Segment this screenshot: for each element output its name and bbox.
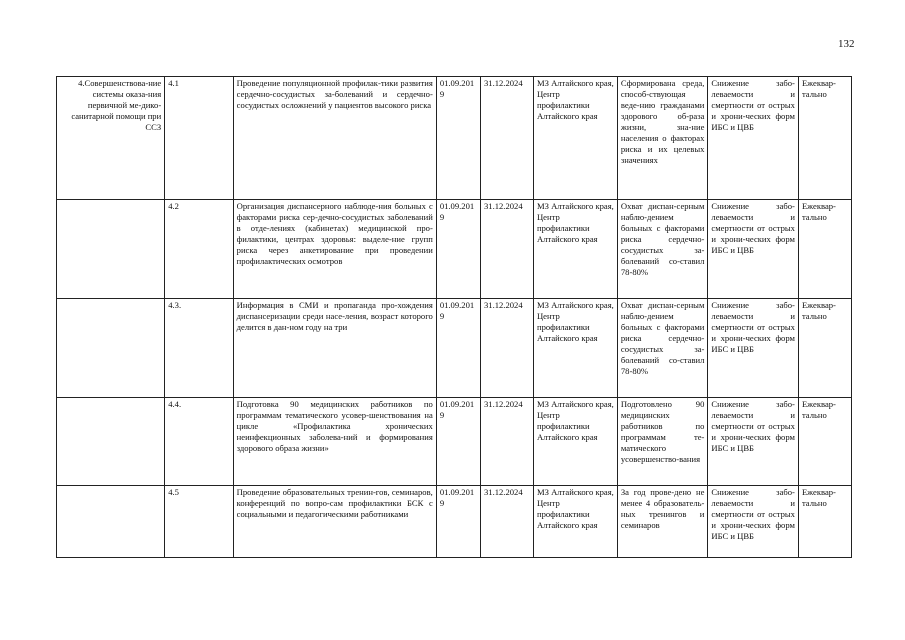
table-row (57, 77, 852, 200)
expected-result: Охват диспан-серным наблю-дением больных с факторами риска сердечно-сосудистых за-болеваний со-ставил 78-80% (617, 299, 708, 398)
reporting-period: Ежеквар-тально (798, 299, 851, 398)
event-description: Проведение популяционной профилак-тики развития сердечно-сосудистых за-болеваний и сердечно-сосудистых осложнений у пациентов высокого риска (233, 77, 436, 200)
goal-cell-empty (57, 299, 165, 398)
table-row (57, 486, 852, 558)
reporting-period: Ежеквар-тально (798, 486, 851, 558)
row-number: 4.2 (165, 200, 233, 299)
row-number: 4.4. (165, 398, 233, 486)
executor: МЗ Алтайского края, Центр профилактики Алтайского края (533, 486, 617, 558)
target-indicator: Снижение забо-леваемости и смертности от острых и хрони-ческих форм ИБС и ЦВБ (708, 77, 799, 200)
event-description: Информация в СМИ и пропаганда про-хождения диспансеризации среди насе-ления, возраст которого делится в дан-ном году на три (233, 299, 436, 398)
end-date: 31.12.2024 (480, 77, 533, 200)
table-row (57, 398, 852, 486)
start-date: 01.09.2019 (436, 486, 480, 558)
goal-cell-empty (57, 398, 165, 486)
end-date: 31.12.2024 (480, 200, 533, 299)
expected-result: Сформирована среда, способ-ствующая веде-нию гражданами здорового об-раза жизни, зна-ние населения о факторах риска и их целевых значениях (617, 77, 708, 200)
start-date: 01.09.2019 (436, 77, 480, 200)
row-number: 4.3. (165, 299, 233, 398)
event-description: Подготовка 90 медицинских работников по программам тематического усовер-шенствования на цикле «Профилактика хронических неинфекционных заболева-ний и формирования здорового образа жизни» (233, 398, 436, 486)
target-indicator: Снижение забо-леваемости и смертности от острых и хрони-ческих форм ИБС и ЦВБ (708, 486, 799, 558)
goal-cell-empty (57, 486, 165, 558)
expected-result: Подготовлено 90 медицинских работников по программам те-матического усовершенство-вания (617, 398, 708, 486)
end-date: 31.12.2024 (480, 398, 533, 486)
start-date: 01.09.2019 (436, 398, 480, 486)
page-number: 132 (838, 38, 855, 50)
end-date: 31.12.2024 (480, 486, 533, 558)
target-indicator: Снижение забо-леваемости и смертности от острых и хрони-ческих форм ИБС и ЦВБ (708, 398, 799, 486)
start-date: 01.09.2019 (436, 200, 480, 299)
executor: МЗ Алтайского края, Центр профилактики Алтайского края (533, 299, 617, 398)
target-indicator: Снижение забо-леваемости и смертности от острых и хрони-ческих форм ИБС и ЦВБ (708, 200, 799, 299)
end-date: 31.12.2024 (480, 299, 533, 398)
goal-cell: 4.Совершенствова-ние системы оказа-ния первичной ме-дико-санитарной помощи при ССЗ (57, 77, 165, 200)
reporting-period: Ежеквар-тально (798, 77, 851, 200)
expected-result: За год прове-дено не менее 4 образователь-ных тренингов и семинаров (617, 486, 708, 558)
executor: МЗ Алтайского края, Центр профилактики Алтайского края (533, 77, 617, 200)
action-plan-table (56, 76, 852, 558)
event-description: Организация диспансерного наблюде-ния больных с факторами риска сер-дечно-сосудистых заболеваний в отде-лениях (кабинетах) медицинской про-филактики, центрах здоровья: выделе-ние групп риска через анкетирование при проведении профилактических осмотров (233, 200, 436, 299)
row-number: 4.1 (165, 77, 233, 200)
event-description: Проведение образовательных тренин-гов, семинаров, конференций по вопро-сам профилактики БСК с социальными и педагогическими работниками (233, 486, 436, 558)
executor: МЗ Алтайского края, Центр профилактики Алтайского края (533, 398, 617, 486)
row-number: 4.5 (165, 486, 233, 558)
executor: МЗ Алтайского края, Центр профилактики Алтайского края (533, 200, 617, 299)
goal-cell-empty (57, 200, 165, 299)
start-date: 01.09.2019 (436, 299, 480, 398)
table-row (57, 200, 852, 299)
expected-result: Охват диспан-серным наблю-дением больных с факторами риска сердечно-сосудистых за-болеваний со-ставил 78-80% (617, 200, 708, 299)
table-row (57, 299, 852, 398)
target-indicator: Снижение забо-леваемости и смертности от острых и хрони-ческих форм ИБС и ЦВБ (708, 299, 799, 398)
reporting-period: Ежеквар-тально (798, 398, 851, 486)
reporting-period: Ежеквар-тально (798, 200, 851, 299)
